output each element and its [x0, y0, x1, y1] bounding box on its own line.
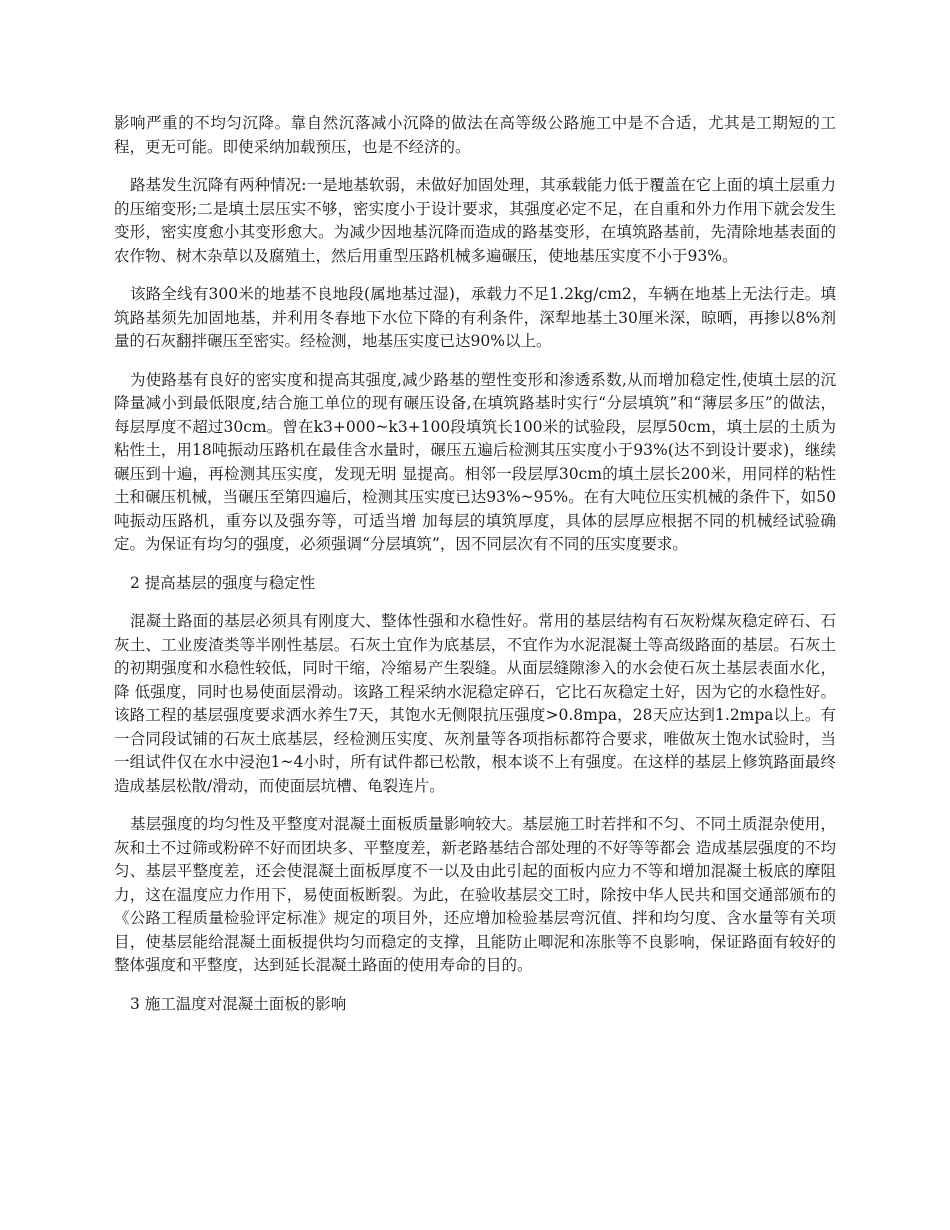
section-heading-temperature: 3 施工温度对混凝土面板的影响: [130, 994, 347, 1013]
paragraph-settlement-intro: 影响严重的不均匀沉降。靠自然沉落减小沉降的做法在高等级公路施工中是不合适，尤其是工期短的工程，更无可能。即使采纳加载预压，也是不经济的。: [114, 114, 836, 156]
paragraph-base-uniformity: 基层强度的均匀性及平整度对混凝土面板质量影响较大。基层施工时若拌和不匀、不同土质混杂使用，灰和土不过筛或粉碎不好而团块多、平整度差，新老路基结合部处理的不好等等都会 造成基层强度的不均匀、基层平整度差，还会使混凝土面板厚度不一以及由此引起的面板内应力不等和增加混凝土板底的摩阻力，这在温度应力作用下，易使面板断裂。为此，在验收基层交工时，除按中华人民共和国交通部颁布的《公路工程质量检验评定标准》规定的项目外，还应增加检验基层弯沉值、拌和均匀度、含水量等有关项目，使基层能给混凝土面板提供均匀而稳定的支撑，且能防止唧泥和冻胀等不良影响，保证路面有较好的整体强度和平整度，达到延长混凝土路面的使用寿命的目的。: [114, 815, 836, 974]
paragraph-poor-foundation: 该路全线有300米的地基不良地段(属地基过湿)，承载力不足1.2kg/cm2，车辆在地基上无法行走。填筑路基须先加固地基，并利用冬春地下水位下降的有利条件，深犁地基土30厘米深，晾晒，再掺以8%剂量的石灰翻拌碾压至密实。经检测，地基压实度已达90%以上。: [114, 285, 836, 350]
paragraph-settlement-causes: 路基发生沉降有两种情况:一是地基软弱，未做好加固处理，其承载能力低于覆盖在它上面的填土层重力的压缩变形;二是填土层压实不够，密实度小于设计要求，其强度必定不足，在自重和外力作用下就会发生变形，密实度愈小其变形愈大。为减少因地基沉降而造成的路基变形，在填筑路基前，先清除地基表面的农作物、树木杂草以及腐殖土，然后用重型压路机械多遍碾压，使地基压实度不小于93%。: [114, 176, 836, 265]
section-heading-base-strength: 2 提高基层的强度与稳定性: [130, 573, 316, 592]
document-body: [114, 112, 836, 1031]
paragraph-layered-filling: 为使路基有良好的密实度和提高其强度,减少路基的塑性变形和渗透系数,从而增加稳定性,使填土层的沉降量减小到最低限度,结合施工单位的现有碾压设备,在填筑路基时实行“分层填筑”和“薄层多压”的做法，每层厚度不超过30cm。曾在k3+000~k3+100段填筑长100米的试验段，层厚50cm，填土层的土质为粘性土，用18吨振动压路机在最佳含水量时，碾压五遍后检测其压实度小于93%(达不到设计要求)，继续碾压到十遍，再检测其压实度，发现无明 显提高。相邻一段层厚30cm的填土层长200米，用同样的粘性土和碾压机械，当碾压至第四遍后，检测其压实度已达93%~95%。在有大吨位压实机械的条件下，如50吨振动压路机，重夯以及强夯等，可适当增 加每层的填筑厚度，具体的层厚应根据不同的机械经试验确定。为保证有均匀的强度，必须强调“分层填筑”，因不同层次有不同的压实度要求。: [114, 370, 836, 553]
paragraph-base-requirements: 混凝土路面的基层必须具有刚度大、整体性强和水稳性好。常用的基层结构有石灰粉煤灰稳定碎石、石灰土、工业废渣类等半刚性基层。石灰土宜作为底基层，不宜作为水泥混凝土等高级路面的基层。石灰土的初期强度和水稳性较低，同时干缩，冷缩易产生裂缝。从面层缝隙渗入的水会使石灰土基层表面水化，降 低强度，同时也易使面层滑动。该路工程采纳水泥稳定碎石，它比石灰稳定土好，因为它的水稳性好。该路工程的基层强度要求洒水养生7天，其饱水无侧限抗压强度>0.8mpa，28天应达到1.2mpa以上。有一合同段试铺的石灰土底基层，经检测压实度、灰剂量等各项指标都符合要求，唯做灰土饱水试验时，当一组试件仅在水中浸泡1~4小时，所有试件都已松散，根本谈不上有强度。在这样的基层上修筑路面最终造成基层松散/滑动，而使面层坑槽、龟裂连片。: [114, 612, 836, 795]
